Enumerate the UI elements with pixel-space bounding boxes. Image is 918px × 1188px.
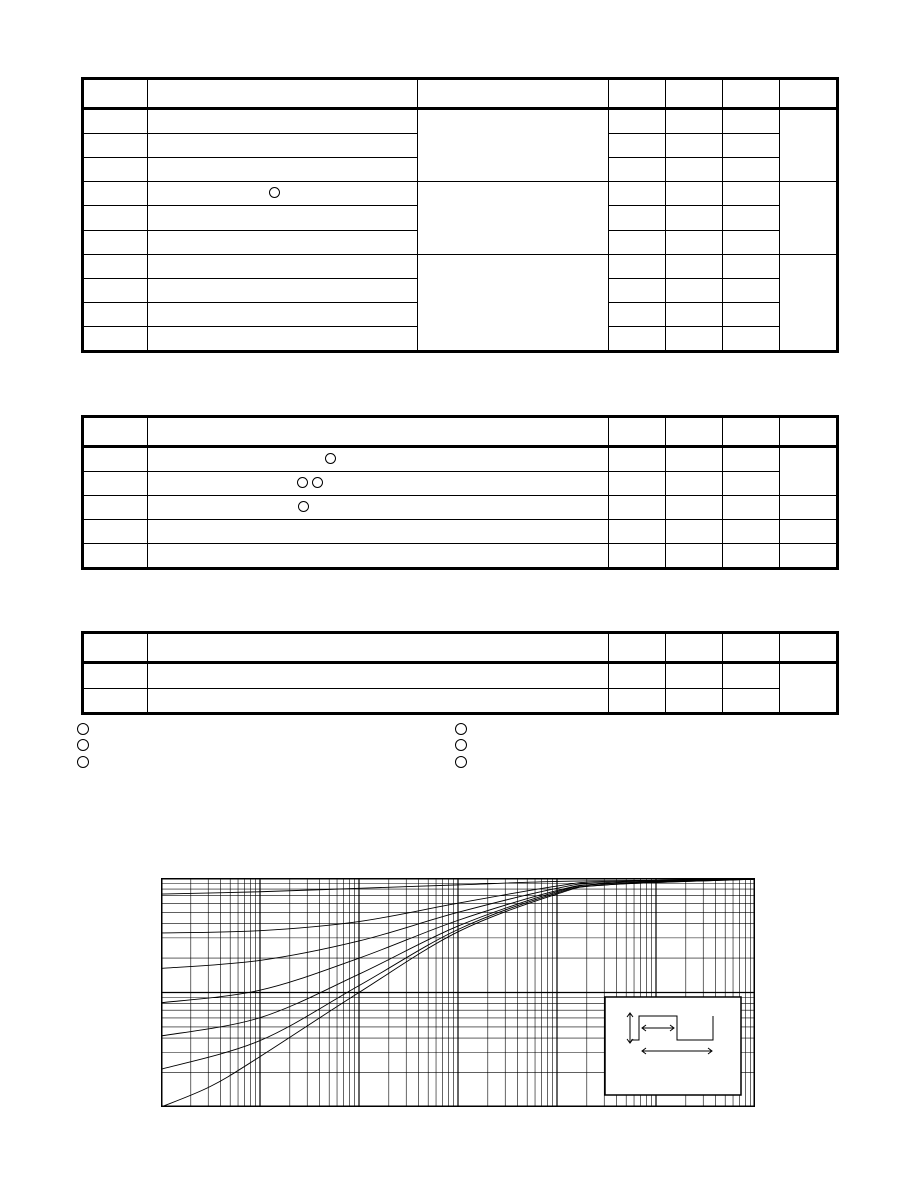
note-4-marker-icon	[455, 723, 467, 735]
note-marker-icon	[325, 453, 336, 464]
table-row	[83, 109, 838, 134]
note-marker-icon	[297, 477, 308, 488]
table-row	[83, 544, 838, 569]
inset-box	[605, 997, 741, 1095]
note-marker-icon	[269, 187, 280, 198]
table-row	[83, 663, 838, 689]
table-row	[83, 496, 838, 520]
table-row	[83, 689, 838, 714]
table-row	[83, 520, 838, 544]
table-row	[83, 447, 838, 472]
table-1-header-row	[83, 79, 838, 109]
note-3-marker-icon	[77, 756, 89, 768]
table-3-header-row	[83, 633, 838, 663]
table-row	[83, 472, 838, 496]
note-5-marker-icon	[455, 739, 467, 751]
inset-waveform	[605, 997, 741, 1095]
transient-response-chart	[161, 878, 755, 1107]
note-6-marker-icon	[455, 756, 467, 768]
note-2-marker-icon	[77, 739, 89, 751]
note-marker-icon	[298, 501, 309, 512]
table-2	[81, 415, 839, 570]
table-2-header-row	[83, 417, 838, 447]
table-row	[83, 182, 838, 206]
note-1-marker-icon	[77, 723, 89, 735]
note-marker-icon	[312, 477, 323, 488]
table-1	[81, 77, 839, 353]
table-3	[81, 631, 839, 715]
table-row	[83, 254, 838, 278]
